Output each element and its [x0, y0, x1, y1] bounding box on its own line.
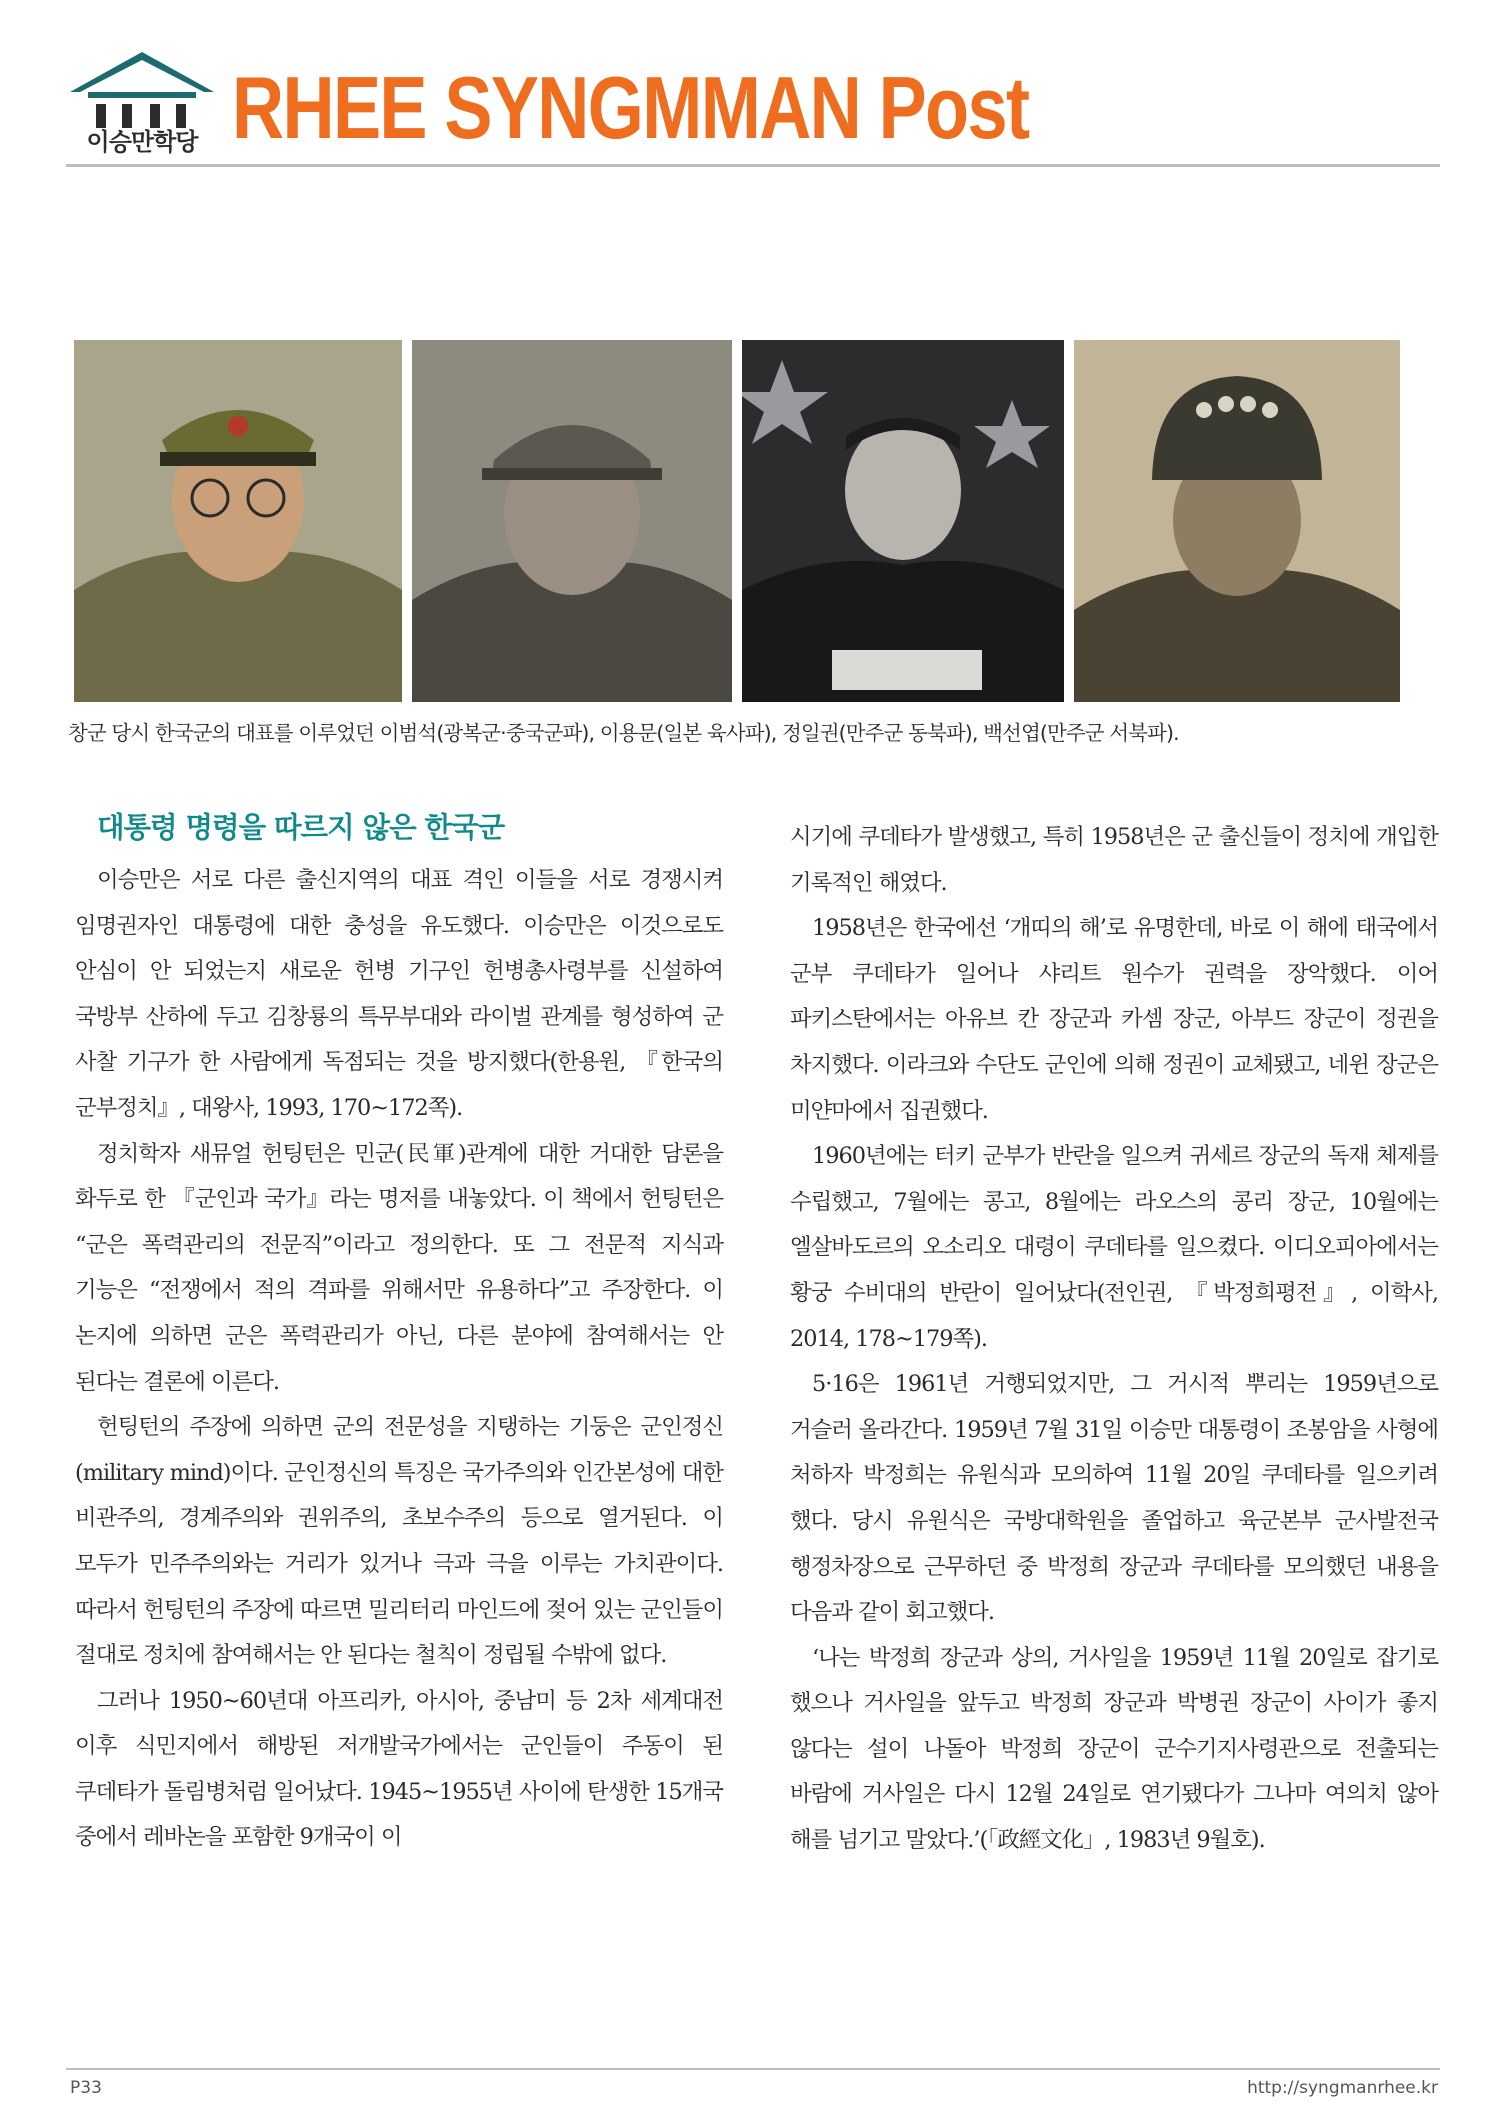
website-url: http://syngmanrhee.kr	[1247, 2078, 1438, 2098]
portrait-photo-4	[1074, 340, 1400, 702]
article-paragraph: 이승만은 서로 다른 출신지역의 대표 격인 이들을 서로 경쟁시켜 임명권자인 대통령에 대한 충성을 유도했다. 이승만은 이것으로도 안심이 안 되었는지 새로운 헌병 기구인 헌병총사령부를 신설하여 국방부 산하에 두고 김창룡의 특무부대와 라이벌 관계를 형성하여 군 사찰 기구가 한 사람에게 독점되는 것을 방지했다(한용원, 『한국의 군부정치』, 대왕사, 1993, 170~172쪽).	[75, 867, 723, 1121]
photo-caption: 창군 당시 한국군의 대표를 이루었던 이범석(광복군·중국군파), 이용문(일본 육사파), 정일권(만주군 동북파), 백선엽(만주군 서북파).	[68, 721, 1179, 745]
article-column-right	[790, 815, 1438, 1864]
page-number: P33	[70, 2078, 102, 2098]
masthead-title: RHEE SYNGMMAN Post	[232, 58, 1029, 157]
article-paragraph: 1958년은 한국에선 ‘개띠의 해’로 유명한데, 바로 이 해에 태국에서 군부 쿠데타가 일어나 샤리트 원수가 권력을 장악했다. 이어 파키스탄에서는 아유브 칸 장군과 카셈 장군, 아부드 장군이 정권을 차지했다. 이라크와 수단도 군인에 의해 정권이 교체됐고, 네윈 장군은 미얀마에서 집권했다.	[790, 915, 1438, 1124]
article-paragraph: 정치학자 새뮤얼 헌팅턴은 민군(民軍)관계에 대한 거대한 담론을 화두로 한 『군인과 국가』라는 명저를 내놓았다. 이 책에서 헌팅턴은 “군은 폭력관리의 전문직”이라고 정의한다. 또 그 전문적 지식과 기능은 “전쟁에서 적의 격파를 위해서만 유용하다”고 주장한다. 이 논지에 의하면 군은 폭력관리가 아닌, 다른 분야에 참여해서는 안 된다는 결론에 이른다.	[75, 1140, 723, 1395]
article-paragraph: 그러나 1950~60년대 아프리카, 아시아, 중남미 등 2차 세계대전 이후 식민지에서 해방된 저개발국가에서는 군인들이 주동이 된 쿠데타가 돌림병처럼 일어났다. 1945~1955년 사이에 탄생한 15개국 중에서 레바논을 포함한 9개국이 이	[75, 1687, 723, 1851]
article-paragraph: ‘나는 박정희 장군과 상의, 거사일을 1959년 11월 20일로 잡기로 했으나 거사일을 앞두고 박정희 장군과 박병권 장군이 사이가 좋지 않다는 설이 나돌아 박정희 장군이 군수기지사령관으로 전출되는 바람에 거사일은 다시 12월 24일로 연기됐다가 그나마 여의치 않아 해를 넘기고 말았다.’(「政經文化」, 1983년 9월호).	[790, 1644, 1438, 1854]
portrait-photo-2	[412, 340, 732, 702]
article-paragraph: 시기에 쿠데타가 발생했고, 특히 1958년은 군 출신들이 정치에 개입한 기록적인 해였다.	[790, 824, 1438, 896]
article-paragraph: 5·16은 1961년 거행되었지만, 그 거시적 뿌리는 1959년으로 거슬러 올라간다. 1959년 7월 31일 이승만 대통령이 조봉암을 사형에 처하자 박정희는 유원식과 모의하여 11월 20일 쿠데타를 일으키려 했다. 당시 유원식은 국방대학원을 졸업하고 육군본부 군사발전국 행정차장으로 근무하던 중 박정희 장군과 쿠데타를 모의했던 내용을 다음과 같이 회고했다.	[790, 1371, 1438, 1626]
article-paragraph: 헌팅턴의 주장에 의하면 군의 전문성을 지탱하는 기둥은 군인정신(military mind)이다. 군인정신의 특징은 국가주의와 인간본성에 대한 비관주의, 경계주의와 권위주의, 초보수주의 등으로 열거된다. 이 모두가 민주주의와는 거리가 있거나 극과 극을 이루는 가치관이다. 따라서 헌팅턴의 주장에 따르면 밀리터리 마인드에 젖어 있는 군인들이 절대로 정치에 참여해서는 안 된다는 철칙이 정립될 수밖에 없다.	[75, 1414, 723, 1669]
article-paragraph: 1960년에는 터키 군부가 반란을 일으켜 귀세르 장군의 독재 체제를 수립했고, 7월에는 콩고, 8월에는 라오스의 콩리 장군, 10월에는 엘살바도르의 오소리오 대령이 쿠데타를 일으켰다. 이디오피아에서는 황궁 수비대의 반란이 일어났다(전인권, 『박정희평전』, 이학사, 2014, 178~179쪽).	[790, 1143, 1438, 1352]
portrait-photo-1	[74, 340, 402, 702]
logo-name: 이승만학당	[86, 128, 198, 156]
article-subheading: 대통령 명령을 따르지 않은 한국군	[97, 811, 505, 844]
photo-strip	[74, 340, 1400, 702]
header-divider	[66, 164, 1440, 167]
footer-divider	[66, 2068, 1440, 2070]
portrait-photo-3	[742, 340, 1064, 702]
article-column-left	[75, 808, 723, 1861]
